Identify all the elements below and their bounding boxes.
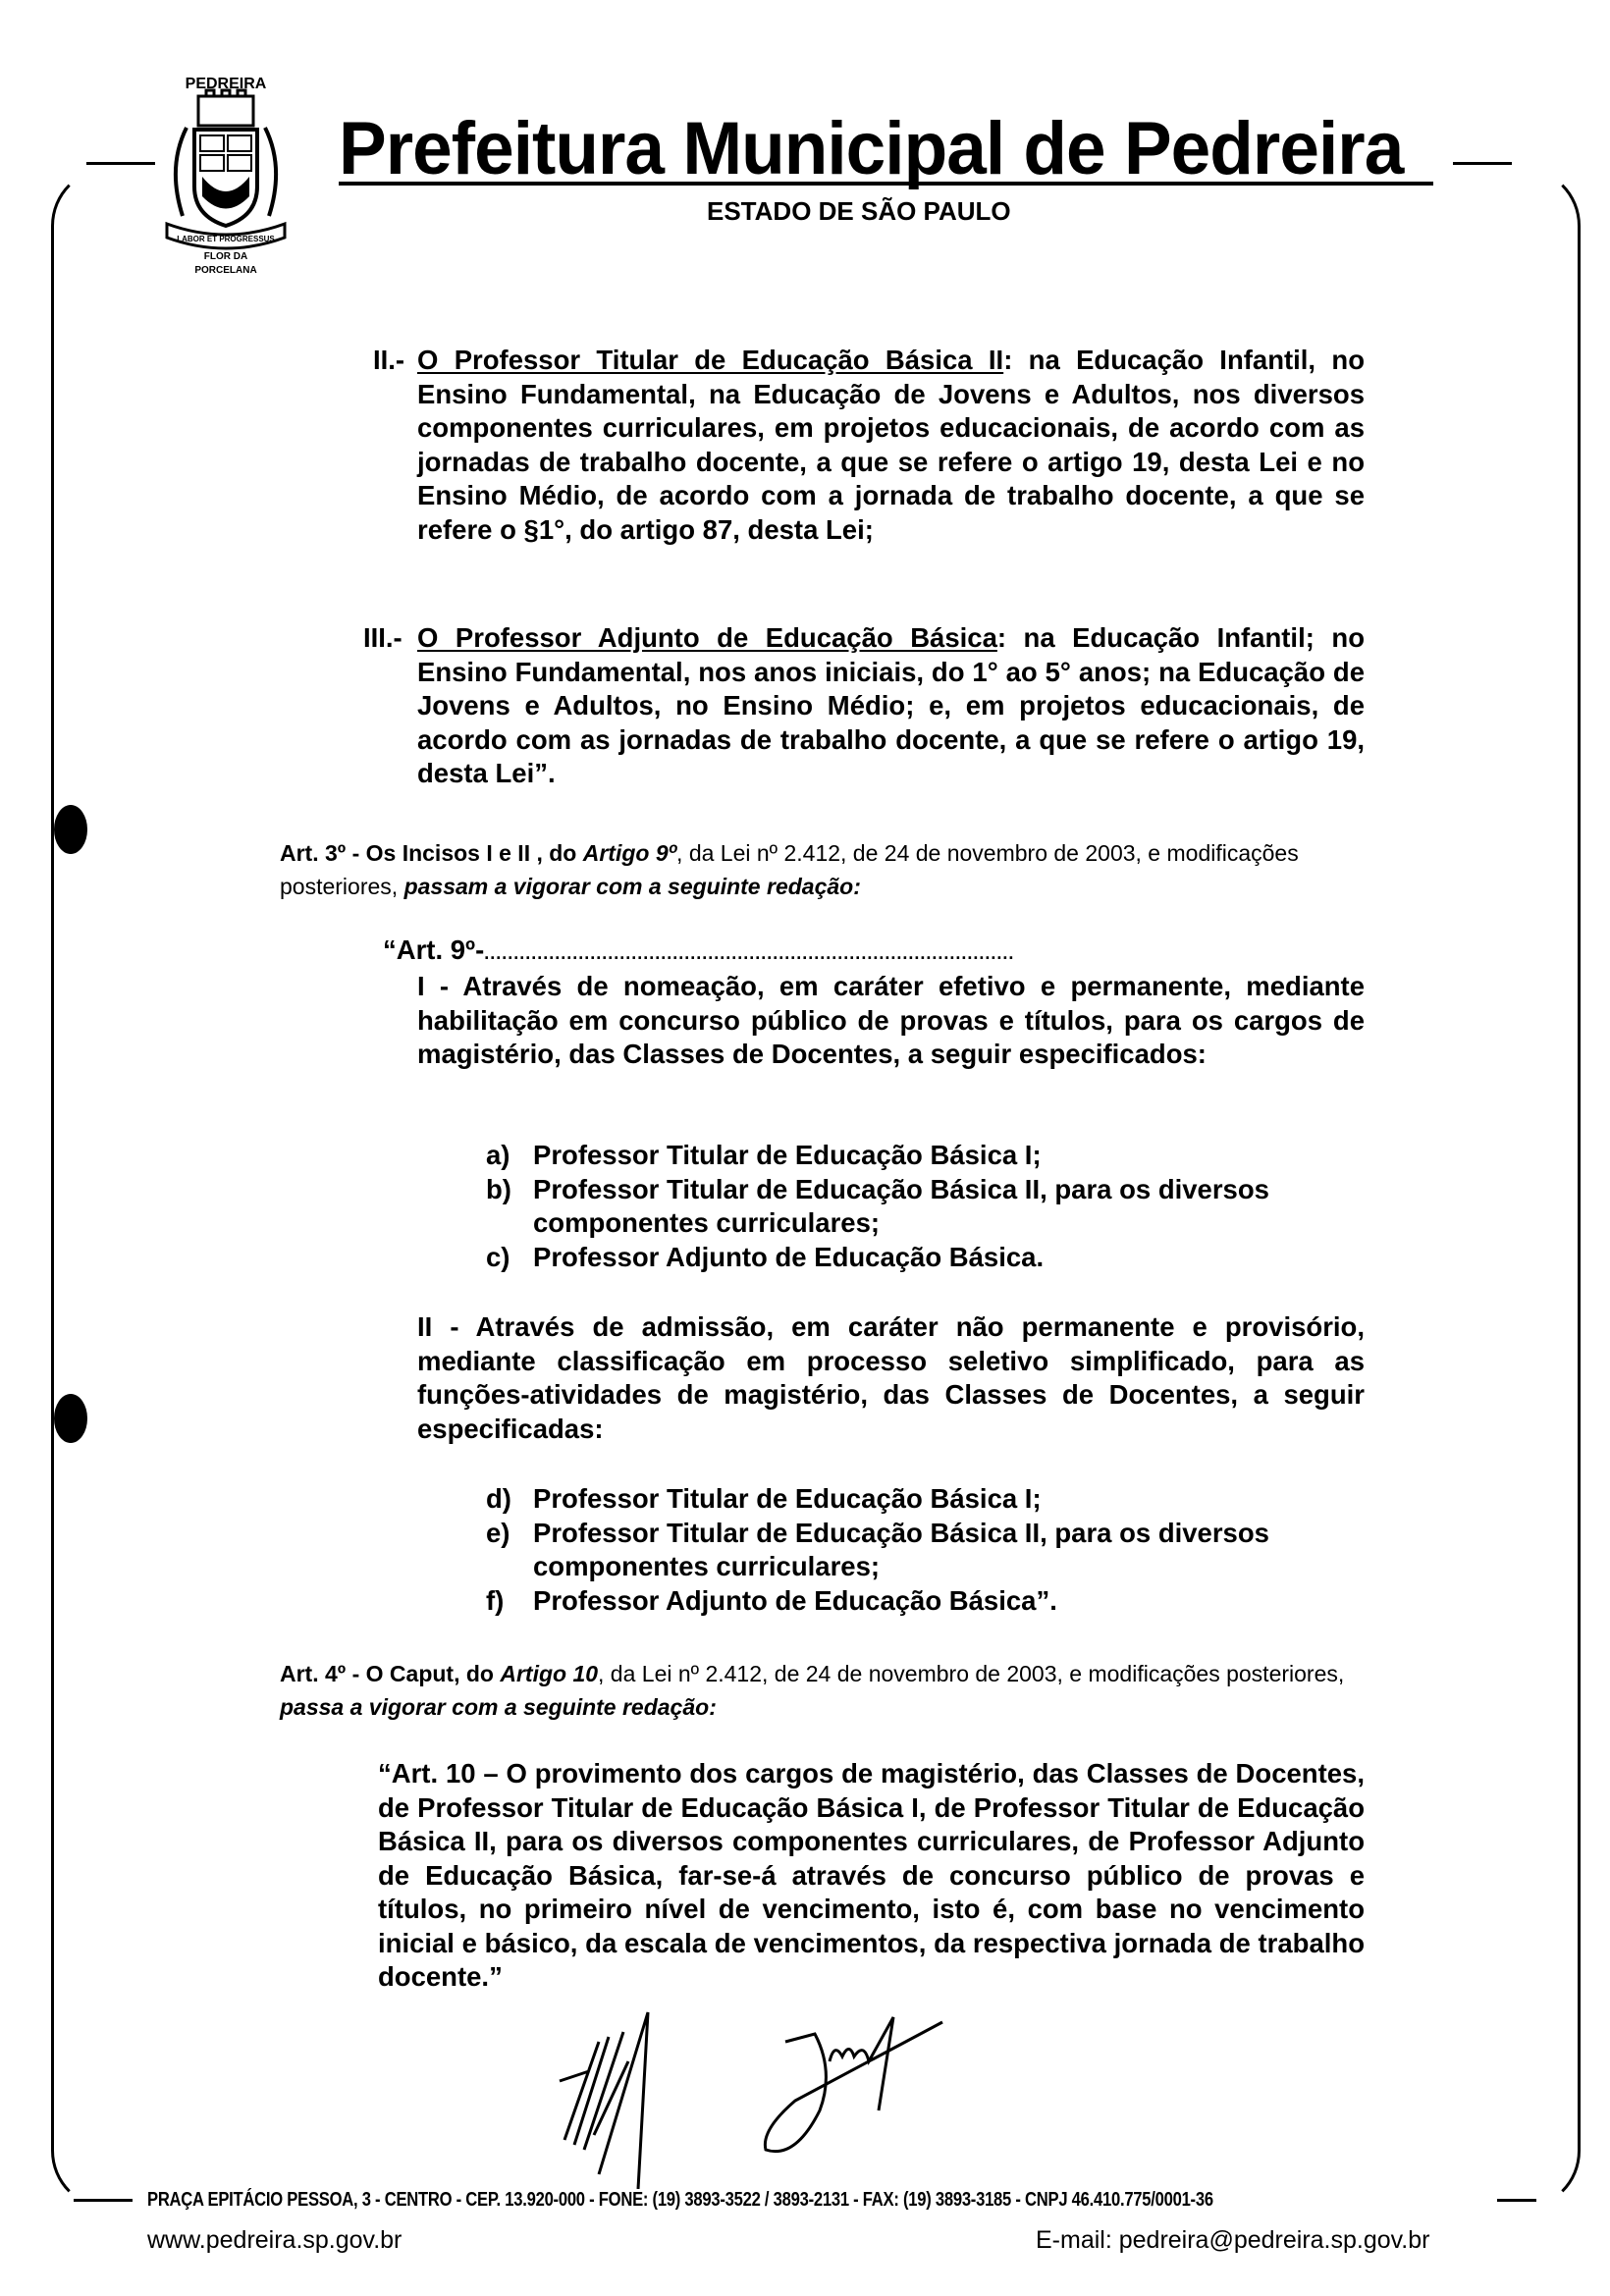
list-item	[486, 1139, 1369, 1173]
footer-address: PRAÇA EPITÁCIO PESSOA, 3 - CENTRO - CEP. 13.920-000 - FONE: (19) 3893-3522 / 3893-2131 - FAX: (19) 3893-3185 - CNPJ 46.410.775/0001-36	[147, 2189, 1213, 2211]
frame-rule	[74, 2199, 133, 2202]
list-letter: d)	[486, 1483, 511, 1514]
art3-rest: , da Lei nº 2.412, de 24 de novembro de 2003, e modificações posteriores,	[280, 840, 1299, 899]
inciso-heading: O Professor Titular de Educação Básica II	[417, 345, 1004, 375]
frame-rule	[1453, 162, 1512, 165]
list-letter: a)	[486, 1140, 510, 1170]
art4-tail: passa a vigorar com a seguinte redação:	[280, 1694, 717, 1720]
list-text: Professor Adjunto de Educação Básica”.	[533, 1584, 1057, 1616]
article-3-intro	[196, 836, 1365, 903]
art3-ref: Artigo 9º	[582, 840, 677, 866]
list-text: Professor Titular de Educação Básica I;	[533, 1140, 1042, 1170]
art4-lead: Art. 4º - O Caput, do	[280, 1661, 501, 1686]
list-text: Professor Titular de Educação Básica II, para os diversos componentes curriculares;	[533, 1173, 1269, 1238]
dot-leader: ..........................................................................................	[484, 943, 1015, 963]
list-letter: f)	[486, 1584, 505, 1616]
list-letter: b)	[486, 1173, 511, 1204]
crest-caption-1: FLOR DA	[203, 251, 248, 262]
inciso-heading: O Professor Adjunto de Educação Básica	[417, 622, 997, 653]
art9-label: “Art. 9º-	[383, 934, 485, 965]
frame-rule	[86, 162, 155, 165]
inciso-ii	[373, 344, 1365, 547]
signature-2-icon	[726, 2002, 962, 2169]
list-text: Professor Titular de Educação Básica II, para os diversos componentes curriculares;	[533, 1517, 1269, 1581]
art9-quote-heading	[383, 934, 1014, 966]
art9-inciso-i: I - Através de nomeação, em caráter efetivo e permanente, mediante habilitação em concurso público de provas e títulos, para os cargos de magistério, das Classes de Docentes, a seguir especificados:	[417, 971, 1365, 1069]
punch-hole	[54, 805, 87, 854]
list-item	[486, 1584, 1369, 1619]
list-inciso-ii	[486, 1482, 1369, 1618]
inciso-iii	[363, 621, 1365, 791]
article-4-intro	[196, 1657, 1365, 1724]
list-text: Professor Titular de Educação Básica I;	[533, 1483, 1042, 1514]
art4-rest: , da Lei nº 2.412, de 24 de novembro de 2003, e modificações posteriores,	[598, 1661, 1345, 1686]
list-item	[486, 1241, 1369, 1275]
footer-email[interactable]: E-mail: pedreira@pedreira.sp.gov.br	[1036, 2226, 1430, 2254]
municipal-crest-icon	[147, 59, 304, 280]
list-text: Professor Adjunto de Educação Básica.	[533, 1241, 1045, 1272]
frame-rule	[1497, 2199, 1536, 2202]
list-item	[486, 1517, 1369, 1584]
inciso-label: II.-	[373, 345, 405, 375]
list-item	[486, 1482, 1369, 1517]
crest-motto: LABOR ET PROGRESSUS	[177, 235, 275, 243]
art10-quote: “Art. 10 – O provimento dos cargos de magistério, das Classes de Docentes, de Professor Titular de Educação Básica I, de Professor Titular de Educação Básica II, para os diversos componentes curriculares, de Professor Adjunto de Educação Básica, far-se-á através de concurso público de provas e títulos, no primeiro nível de vencimento, isto é, com base no vencimento inicial e básico, da escala de vencimentos, da respectiva jornada de trabalho docente.”	[378, 1758, 1365, 1992]
art9-inciso-ii: II - Através de admissão, em caráter não permanente e provisório, mediante classificação em processo seletivo simplificado, para as funções-atividades de magistério, das Classes de Docentes, a seguir especificadas:	[417, 1311, 1365, 1444]
list-item	[486, 1173, 1369, 1241]
art3-lead: Art. 3º - Os Incisos I e II , do	[280, 840, 583, 866]
inciso-text: : na Educação Infantil, no Ensino Fundamental, na Educação de Jovens e Adultos, nos diversos componentes curriculares, em projetos educacionais, de acordo com as jornadas de trabalho docente, a que se refere o artigo 19, desta Lei e no Ensino Médio, de acordo com a jornada de trabalho docente, a que se refere o §1°, do artigo 87, desta Lei;	[417, 345, 1365, 545]
header-rule	[339, 182, 1433, 186]
crest-caption-2: PORCELANA	[194, 265, 257, 276]
list-letter: c)	[486, 1241, 510, 1272]
inciso-text: : na Educação Infantil; no Ensino Fundamental, nos anos iniciais, do 1° ao 5° anos; na Educação de Jovens e Adultos, no Ensino Médio; e, em projetos educacionais, de acordo com as jornadas de trabalho docente, a que se refere o artigo 19, desta Lei”.	[417, 622, 1365, 788]
footer-website[interactable]: www.pedreira.sp.gov.br	[147, 2226, 402, 2254]
inciso-label: III.-	[363, 622, 402, 653]
list-letter: e)	[486, 1517, 510, 1548]
header-title: Prefeitura Municipal de Pedreira	[339, 107, 1404, 190]
crest-name: PEDREIRA	[185, 76, 267, 92]
punch-hole	[54, 1394, 87, 1443]
list-inciso-i	[486, 1139, 1369, 1274]
art3-tail: passam a vigorar com a seguinte redação:	[403, 874, 861, 899]
art4-ref: Artigo 10	[500, 1661, 599, 1686]
signature-1-icon	[550, 2002, 726, 2189]
header-subtitle: ESTADO DE SÃO PAULO	[707, 196, 1011, 226]
